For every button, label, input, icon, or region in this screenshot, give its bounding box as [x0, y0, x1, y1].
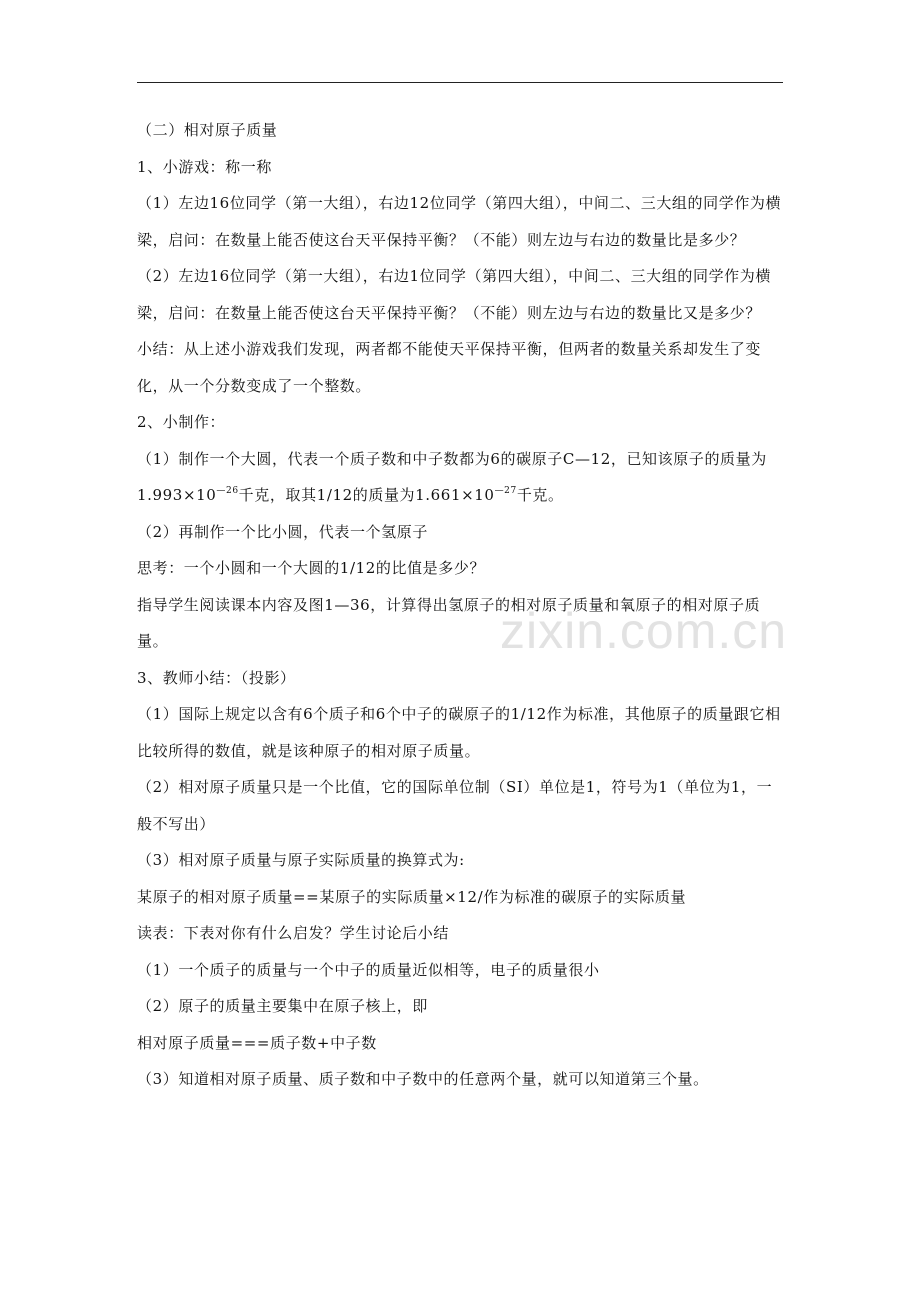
- think-question: 思考：一个小圆和一个大圆的1/12的比值是多少？: [137, 559, 486, 577]
- section-title: （二）相对原子质量: [137, 121, 278, 139]
- watermark: zixin.com.cn: [500, 603, 788, 659]
- make-step-1: [137, 441, 785, 514]
- make-step-1-text-c: 千克。: [516, 486, 564, 504]
- document-body: [137, 112, 788, 1098]
- make-step-2: （2）再制作一个比小圆，代表一个氢原子: [137, 522, 428, 541]
- teacher-heading: 3、教师小结：（投影）: [137, 668, 296, 687]
- conclusion-formula: 相对原子质量===质子数+中子数: [137, 1033, 377, 1052]
- read-table: 读表：下表对你有什么启发？学生讨论后小结: [137, 924, 450, 942]
- exponent-1: —26: [216, 486, 239, 496]
- make-step-1-text-a: （1）制作一个大圆，代表一个质子数和中子数都为6的碳原子C—12，已知该原子的质量为1.993×10: [137, 449, 767, 504]
- guide-paragraph: 指导学生阅读课本内容及图1—36，计算得出氢原子的相对原子质量和氧原子的相对原子质量。: [137, 595, 761, 650]
- game-question-2: （2）左边16位同学（第一大组），右边1位同学（第四大组），中间二、三大组的同学作为横梁，启问：在数量上能否使这台天平保持平衡？（不能）则左边与右边的数量比又是多少？: [137, 267, 771, 322]
- teacher-point-2: （2）相对原子质量只是一个比值，它的国际单位制（SI）单位是1，符号为1（单位为1，一般不写出）: [137, 778, 773, 833]
- teacher-point-3: （3）相对原子质量与原子实际质量的换算式为:: [137, 851, 465, 869]
- conclusion-1: （1）一个质子的质量与一个中子的质量近似相等，电子的质量很小: [137, 960, 600, 979]
- make-step-1-text-b: 千克，取其1/12的质量为1.661×10: [238, 486, 495, 504]
- header-rule: [137, 82, 783, 83]
- conclusion-2: （2）原子的质量主要集中在原子核上，即: [137, 997, 428, 1015]
- exponent-2: —27: [494, 486, 517, 496]
- game-summary: 小结：从上述小游戏我们发现，两者都不能使天平保持平衡，但两者的数量关系却发生了变化，从一个分数变成了一个整数。: [137, 340, 762, 395]
- make-heading: 2、小制作：: [137, 413, 226, 431]
- teacher-point-1: （1）国际上规定以含有6个质子和6个中子的碳原子的1/12作为标准，其他原子的质量跟它相比较所得的数值，就是该种原子的相对原子质量。: [137, 705, 781, 760]
- game-question-1: （1）左边16位同学（第一大组），右边12位同学（第四大组），中间二、三大组的同学作为横梁，启问：在数量上能否使这台天平保持平衡？（不能）则左边与右边的数量比是多少？: [137, 194, 782, 249]
- conversion-formula: 某原子的相对原子质量==某原子的实际质量×12/作为标准的碳原子的实际质量: [137, 887, 687, 906]
- conclusion-3: （3）知道相对原子质量、质子数和中子数中的任意两个量，就可以知道第三个量。: [137, 1070, 709, 1088]
- game-heading: 1、小游戏：称一称: [137, 157, 272, 176]
